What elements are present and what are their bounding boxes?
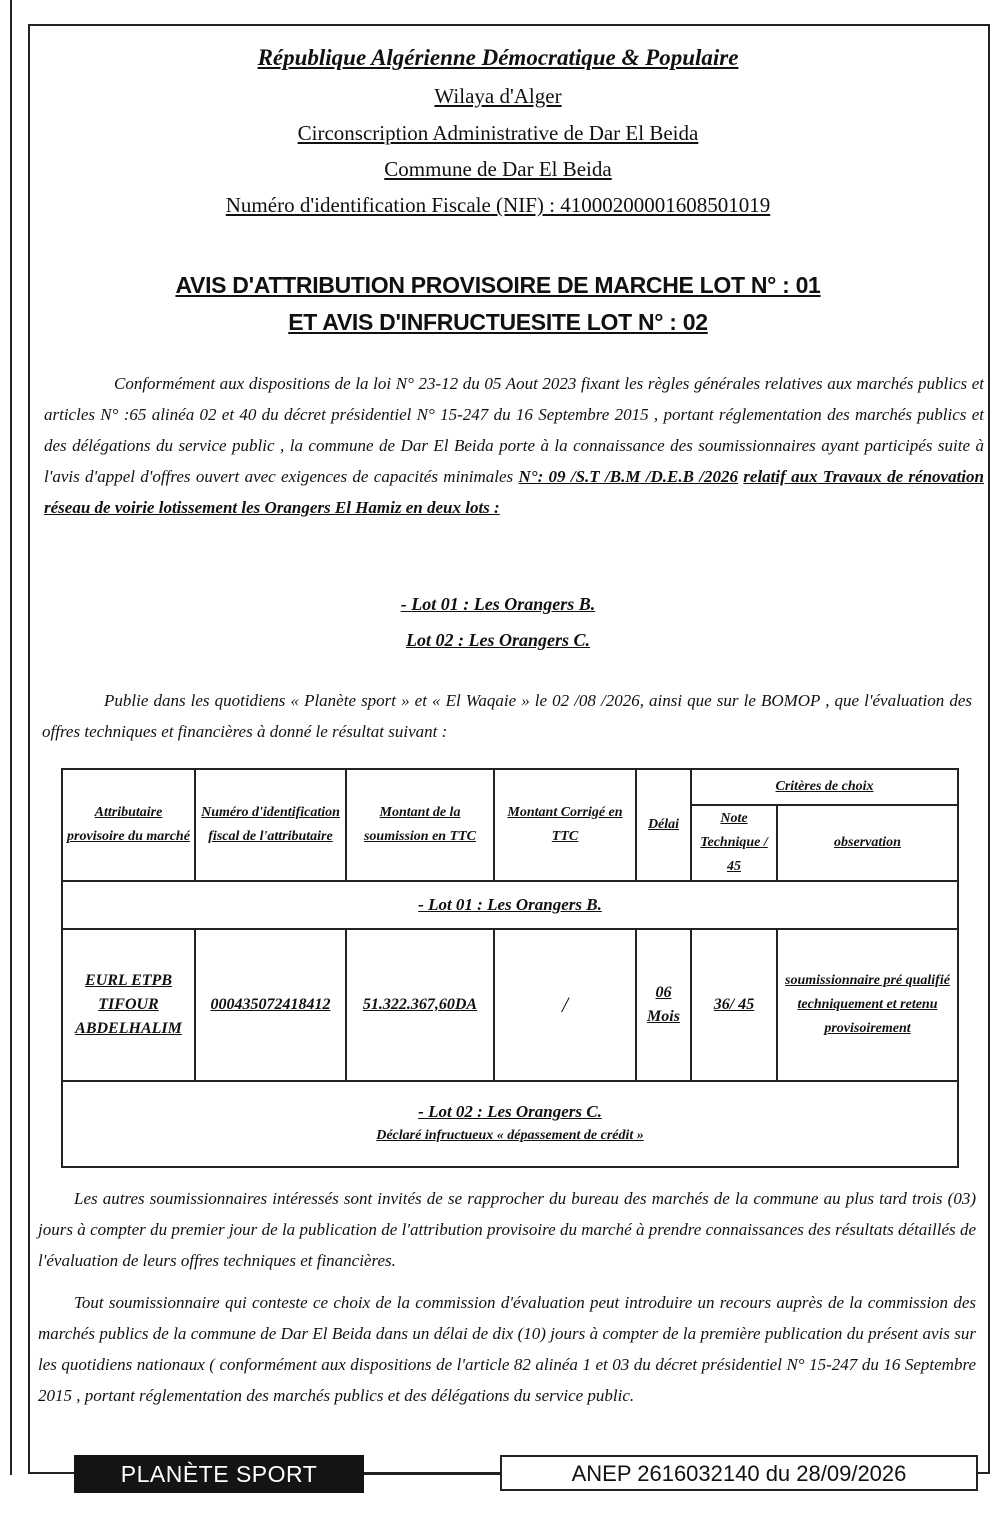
cell-nif: 000435072418412 xyxy=(195,929,346,1081)
header-commune: Commune de Dar El Beida xyxy=(384,157,612,181)
header-montant: Montant de la soumission en TTC xyxy=(346,769,494,881)
lot2-heading: Lot 02 : Les Orangers C. xyxy=(406,630,590,650)
table-lot1-row: - Lot 01 : Les Orangers B. xyxy=(62,881,958,929)
table-lot2-label: Lot 02 : Les Orangers C. xyxy=(428,1102,602,1121)
intro-paragraph xyxy=(44,368,984,523)
left-margin-rule xyxy=(10,0,12,1475)
tender-reference: N°: 09 /S.T /B.M /D.E.B /2026 xyxy=(518,467,738,486)
header-montant-corrige: Montant Corrigé en TTC xyxy=(494,769,636,881)
footer-rule xyxy=(364,1473,500,1475)
header-nif: Numéro d'identification Fiscale (NIF) : 410002000016085​01019 xyxy=(225,193,771,217)
footer-anep-reference: ANEP 2616032140 du 28/09/2026 xyxy=(500,1455,978,1491)
header-nif: Numéro d'identification fiscal de l'attributaire xyxy=(195,769,346,881)
header-republic: République Algérienne Démocratique & Populaire xyxy=(257,45,739,70)
header-wilaya: Wilaya d'Alger xyxy=(434,84,562,108)
results-table xyxy=(61,768,959,1168)
table-row xyxy=(62,929,958,1081)
paragraph-recourse: Tout soumissionnaire qui conteste ce choix de la commission d'évaluation peut introduire un recours auprès de la commission des marchés publics de la commune de Dar El Beida dans un délai de dix (10) jours à compter de la première publication du présent avis sur les quotidiens nationaux ( conformément aux dispositions de l'article 82 alinéa 1 et 03 du décret présidentiel N° 15-247 du 16 Septembre 2015 , portant réglementation des marchés publics et des délégations du service public. xyxy=(38,1293,976,1405)
cell-montant-corrige: / xyxy=(494,929,636,1081)
publication-paragraph: Publie dans les quotidiens « Planète sport » et « El Waqaie » le 02 /08 /2026, ainsi que sur le BOMOP , que l'évaluation des offres techniques et financières à donné le résultat suivant : xyxy=(42,691,972,741)
lot1-label: Lot 01 : Les Orangers B. xyxy=(411,594,596,614)
cell-montant: 51.322.367,60DA xyxy=(346,929,494,1081)
lot1-heading: - Lot 01 : Les Orangers B. xyxy=(400,594,596,614)
header-criteres: Critères de choix xyxy=(691,769,958,805)
table-lot1-label: Lot 01 : Les Orangers B. xyxy=(428,895,602,914)
tender-subject: relatif aux Travaux de rénovation réseau de voirie lotissement les Orangers El Hamiz en deux lots : xyxy=(44,467,984,517)
cell-delai: 06 Mois xyxy=(636,929,691,1081)
notice-title-line2: ET AVIS D'INFRUCTUESITE LOT N° : 02 xyxy=(288,309,708,335)
paragraph-other-bidders: Les autres soumissionnaires intéressés sont invités de se rapprocher du bureau des marchés de la commune au plus tard trois (03) jours à compter du premier jour de la publication de l'attribution provisoire du marché à prendre connaissances des résultats détaillés de l'évaluation de leurs offres techniques et financières. xyxy=(38,1189,976,1270)
notice-title-line1: AVIS D'ATTRIBUTION PROVISOIRE DE MARCHE LOT N° : 01 xyxy=(175,272,821,298)
cell-observation: soumissionnaire pré qualifié techniquement et retenu provisoirement xyxy=(777,929,958,1081)
intro-text: Conformément aux dispositions de la loi N° 23-12 du 05 Aout 2023 fixant les règles générales relatives aux marchés publics et articles N° :65 alinéa 02 et 40 du décret présidentiel N° 15-247 du 16 Septembre 2015 , portant réglementation des marchés publics et des délégations du service public , la commune de Dar El Beida porte à la connaissance des soumissionnaires ayant participés suite à l'avis d'appel d'offres ouvert avec exigences de capacités minimales xyxy=(44,374,984,486)
table-lot2-row xyxy=(62,1081,958,1167)
table-lot2-label-line: - Lot 02 : Les Orangers C. xyxy=(418,1102,602,1121)
header-delai: Délai xyxy=(636,769,691,881)
header-circonscription: Circonscription Administrative de Dar El Beida xyxy=(297,121,699,145)
cell-attributaire: EURL ETPB TIFOUR ABDELHALIM xyxy=(62,929,195,1081)
cell-note: 36/ 45 xyxy=(691,929,777,1081)
table-lot2-note: Déclaré infructueux « dépassement de crédit » xyxy=(376,1128,644,1143)
header-attributaire: Attributaire provisoire du marché xyxy=(62,769,195,881)
footer-publication-label: PLANÈTE SPORT xyxy=(74,1455,364,1493)
header-observation: observation xyxy=(777,805,958,881)
header-note-technique: Note Technique / 45 xyxy=(691,805,777,881)
